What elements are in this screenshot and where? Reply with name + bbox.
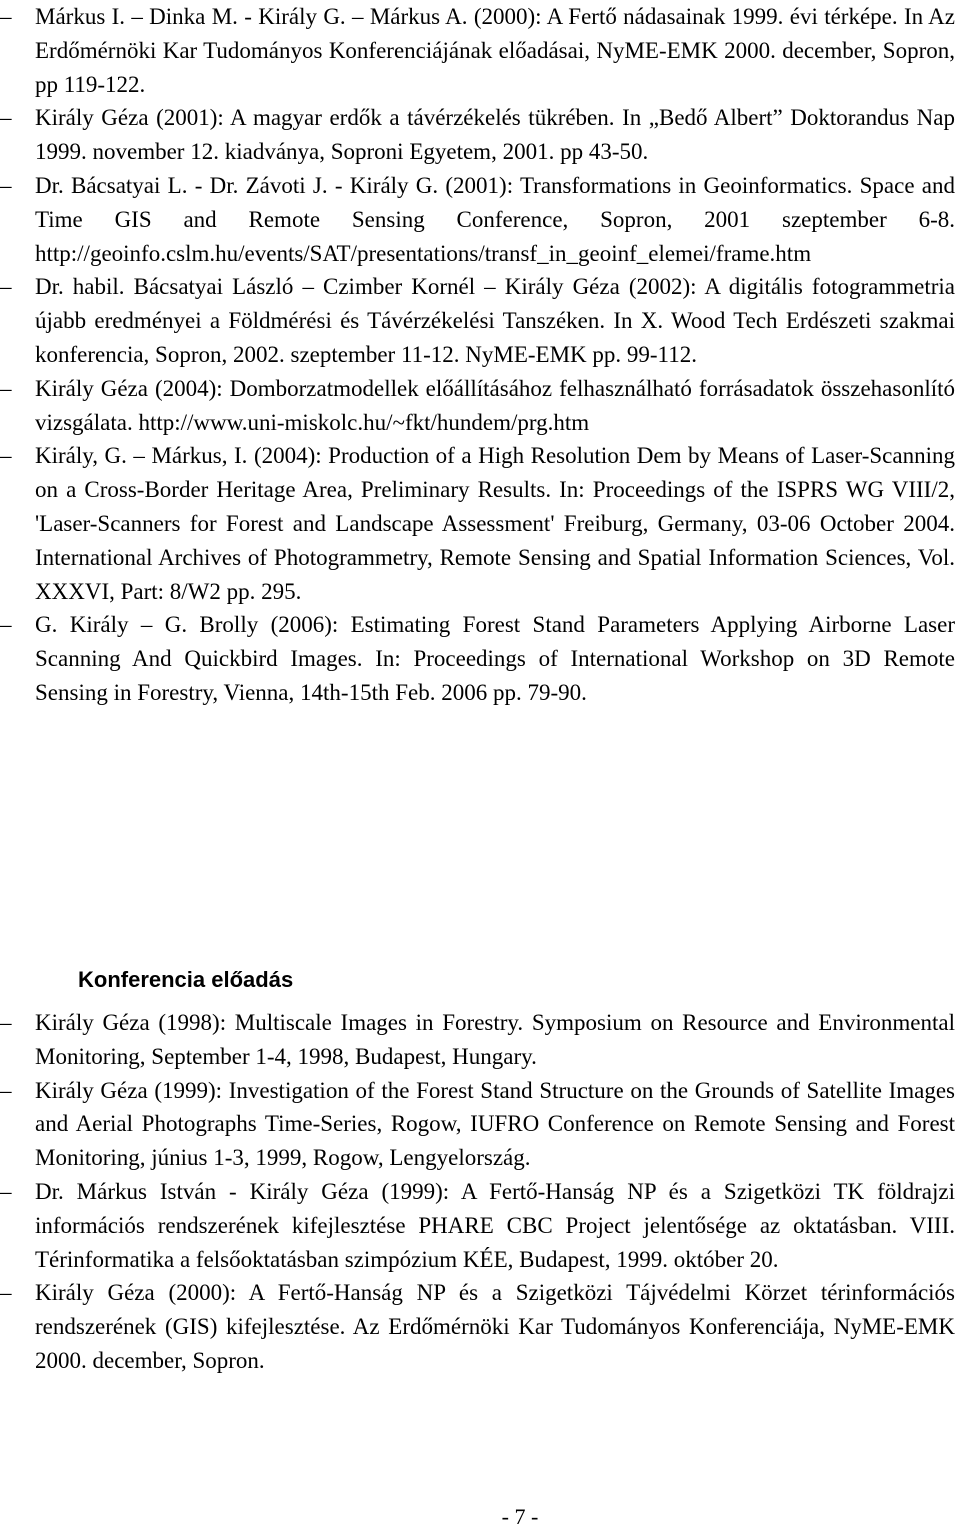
- conference-entry: [0, 1074, 955, 1175]
- conference-text: Király Géza (1999): Investigation of the Forest Stand Structure on the Grounds of Satellite Images and Aerial Photographs Time-Series, Rogow, IUFRO Conference on Remote Sensing and Forest Monitoring, június 1-3, 1999, Rogow, Lengyelország.: [35, 1077, 955, 1171]
- reference-text: Király Géza (2001): A magyar erdők a távérzékelés tükrében. In „Bedő Albert” Doktorandus Nap 1999. november 12. kiadványa, Soproni Egyetem, 2001. pp 43-50.: [35, 105, 955, 165]
- conference-text: Dr. Márkus István - Király Géza (1999): A Fertő-Hanság NP és a Szigetközi TK földrajzi információs rendszerének kifejlesztése PHARE CBC Project jelentősége az oktatásban. VIII. Térinformatika a felsőoktatásban szimpózium KÉE, Budapest, 1999. október 20.: [35, 1178, 955, 1272]
- reference-entry: [0, 372, 955, 440]
- reference-entry: [0, 608, 955, 709]
- reference-entry: [0, 0, 955, 101]
- conference-text: Király Géza (1998): Multiscale Images in Forestry. Symposium on Resource and Environmental Monitoring, September 1-4, 1998, Budapest, Hungary.: [35, 1010, 955, 1069]
- conference-entry: [0, 1175, 955, 1276]
- section-heading: Konferencia előadás: [78, 967, 294, 992]
- list-dash: –: [0, 375, 12, 401]
- list-dash: –: [0, 274, 12, 300]
- reference-text: Dr. Bácsatyai L. - Dr. Závoti J. - Király G. (2001): Transformations in Geoinformatics. Space and Time GIS and Remote Sensing Conference, Sopron, 2001 szeptember 6-8. http://geoinfo.cslm.hu/events/SAT/presentations/transf_in_geoinf_elemei/frame.htm: [35, 172, 955, 266]
- list-dash: –: [0, 612, 12, 638]
- reference-text: Király, G. – Márkus, I. (2004): Production of a High Resolution Dem by Means of Laser-Scanning on a Cross-Border Heritage Area, Preliminary Results. In: Proceedings of the ISPRS WG VIII/2, 'Laser-Scanners for Forest and Landscape Assessment' Freiburg, Germany, 03-06 October 2004. International Archives of Photogrammetry, Remote Sensing and Spatial Information Sciences, Vol. XXXVI, Part: 8/W2 pp. 295.: [35, 443, 955, 604]
- list-dash: –: [0, 1010, 12, 1035]
- publication-list: [0, 0, 960, 710]
- reference-entry: [0, 169, 955, 270]
- reference-text: Király Géza (2004): Domborzatmodellek előállításához felhasználható forrásadatok összehasonlító vizsgálata. http://www.uni-miskolc.hu/~fkt/hundem/prg.htm: [35, 375, 955, 435]
- list-dash: –: [0, 443, 12, 469]
- reference-entry: [0, 270, 955, 371]
- conference-talk-list: [0, 1006, 960, 1378]
- reference-text: Márkus I. – Dinka M. - Király G. – Márkus A. (2000): A Fertő nádasainak 1999. évi térképe. In Az Erdőmérnöki Kar Tudományos Konferenciájának előadásai, NyME-EMK 2000. december, Sopron, pp 119-122.: [35, 4, 955, 97]
- reference-text: Dr. habil. Bácsatyai László – Czimber Kornél – Király Géza (2002): A digitális fotogrammetria újabb eredményei a Földmérési és Távérzékelési Tanszéken. In X. Wood Tech Erdészeti szakmai konferencia, Sopron, 2002. szeptember 11-12. NyME-EMK pp. 99-112.: [35, 274, 955, 367]
- list-dash: –: [0, 4, 12, 29]
- list-dash: –: [0, 1178, 12, 1204]
- list-dash: –: [0, 172, 12, 198]
- list-dash: –: [0, 105, 12, 131]
- list-dash: –: [0, 1280, 12, 1306]
- conference-text: Király Géza (2000): A Fertő-Hanság NP és a Szigetközi Tájvédelmi Körzet térinformációs rendszerének (GIS) kifejlesztése. Az Erdőmérnöki Kar Tudományos Konferenciája, NyME-EMK 2000. december, Sopron.: [35, 1280, 955, 1373]
- reference-entry: [0, 101, 955, 169]
- reference-text: G. Király – G. Brolly (2006): Estimating Forest Stand Parameters Applying Airborne Laser Scanning And Quickbird Images. In: Proceedings of International Workshop on 3D Remote Sensing in Forestry, Vienna, 14th-15th Feb. 2006 pp. 79-90.: [35, 612, 955, 705]
- reference-entry: [0, 439, 955, 608]
- conference-entry: [0, 1276, 955, 1377]
- conference-entry: [0, 1006, 955, 1074]
- list-dash: –: [0, 1077, 12, 1103]
- page-number: - 7 -: [501, 1504, 539, 1529]
